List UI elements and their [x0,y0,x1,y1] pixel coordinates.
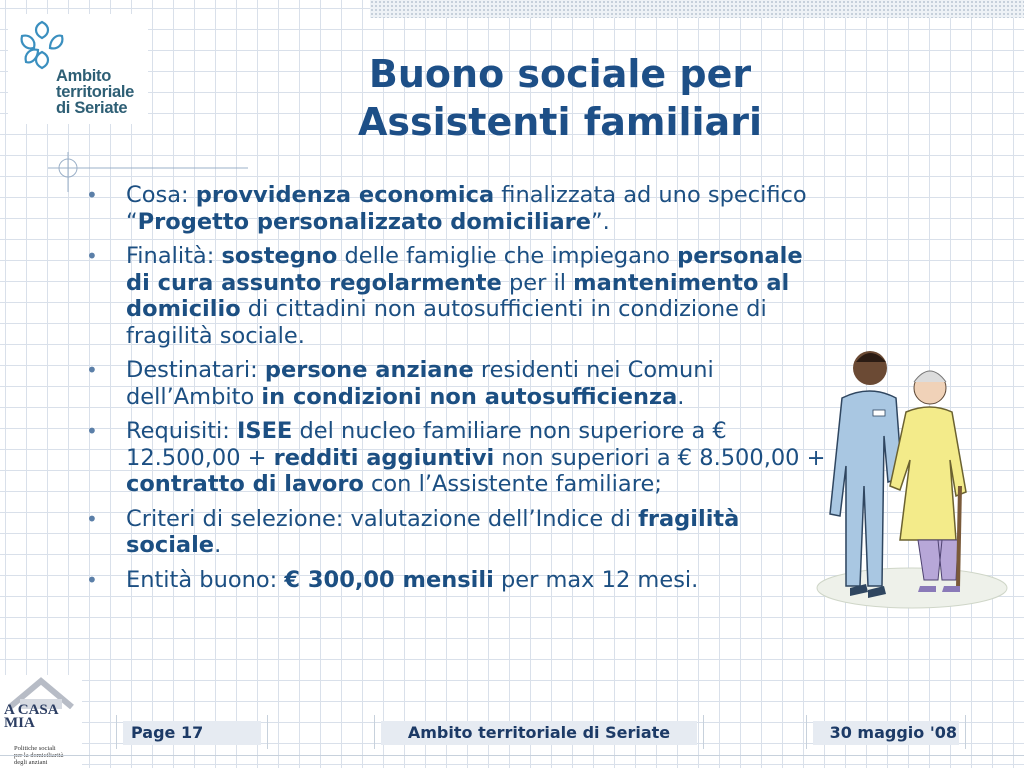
bullet-text: . [214,532,222,558]
bullet-text-bold: in condizioni non autosufficienza [261,383,678,410]
bullet-dot-icon: • [86,244,98,268]
logo-line: di Seriate [56,99,128,117]
bullet-dot-icon: • [86,358,98,382]
footer-page-box [116,715,268,749]
bullet-text: Entità buono: [126,566,285,593]
bullet-item [86,243,826,349]
acasa-title [4,704,59,730]
bullet-dot-icon: • [86,567,98,592]
title-line-1: Buono sociale per [368,52,752,96]
bullet-text-bold: ISEE [237,418,293,444]
bullet-list [86,182,826,601]
bullet-text-bold: € 300,00 mensili [284,566,494,593]
bullet-text-bold: personale di cura assunto regolarmente [126,243,803,296]
bullet-text: Criteri di selezione: valutazione dell’Indice di [126,505,639,532]
bullet-text: per il [501,269,574,296]
title-line-2: Assistenti familiari [358,100,762,144]
bullet-dot-icon: • [86,183,98,207]
logo-line: territoriale [56,83,135,101]
acasa-sub-line: Politiche sociali [14,745,56,752]
ambito-logo [8,14,148,124]
bullet-text-bold: redditi aggiuntivi [273,444,495,471]
bullet-text: di cittadini non autosufficienti in condizione di fragilità sociale. [126,296,767,349]
acasa-title-line: A CASA [4,702,59,718]
bullet-text-bold: fragilità sociale [126,505,740,558]
bullet-text: con l’Assistente familiare; [363,471,662,497]
footer-date-box [806,715,966,749]
bullet-text-bold: contratto di lavoro [126,471,364,497]
bullet-dot-icon: • [86,419,98,443]
bullet-text: Requisiti: [126,418,238,444]
bullet-item [86,182,826,235]
bullet-text: Finalità: [126,243,222,269]
bullet-text-bold: mantenimento al domicilio [126,269,790,322]
bullet-item [86,357,826,410]
caregiver-with-elderly-icon [812,340,1012,615]
bullet-text: . [677,383,685,410]
bullet-text-bold: persone anziane [264,357,474,383]
logo-line: Ambito [56,67,112,85]
top-decorative-band [370,0,1024,18]
footer-page-number: Page 17 [123,721,261,745]
bullet-text: non superiori a € 8.500,00 + [494,444,826,471]
bullet-text-bold: Progetto personalizzato domiciliare [137,208,591,235]
bullet-text: residenti nei Comuni dell’Ambito [126,357,714,410]
bullet-dot-icon: • [86,506,98,531]
bullet-text-bold: sostegno [221,243,338,269]
bullet-text: finalizzata ad uno specifico “ [126,182,807,235]
footer-date: 30 maggio '08 [813,721,959,745]
bullet-item [86,567,826,594]
bullet-text: ”. [590,208,610,235]
footer-rule [0,755,1024,756]
acasa-sub-line: degli anziani [14,759,48,766]
footer-organization: Ambito territoriale di Seriate [381,721,697,745]
logo-text [56,68,134,116]
acasa-title-line: MIA [4,715,35,731]
slide-title [270,50,850,146]
logo-mark-icon [12,18,72,74]
bullet-text: Destinatari: [126,357,265,383]
footer-center-box [374,715,704,749]
bullet-item [86,506,826,559]
bullet-text-bold: provvidenza economica [195,182,495,208]
bullet-text: delle famiglie che impiegano [337,243,678,269]
bullet-text: per max 12 mesi. [493,566,699,593]
bullet-text: Cosa: [126,182,196,208]
bullet-text: del nucleo familiare non superiore a € 12.500,00 + [126,418,727,471]
bullet-item [86,418,826,498]
